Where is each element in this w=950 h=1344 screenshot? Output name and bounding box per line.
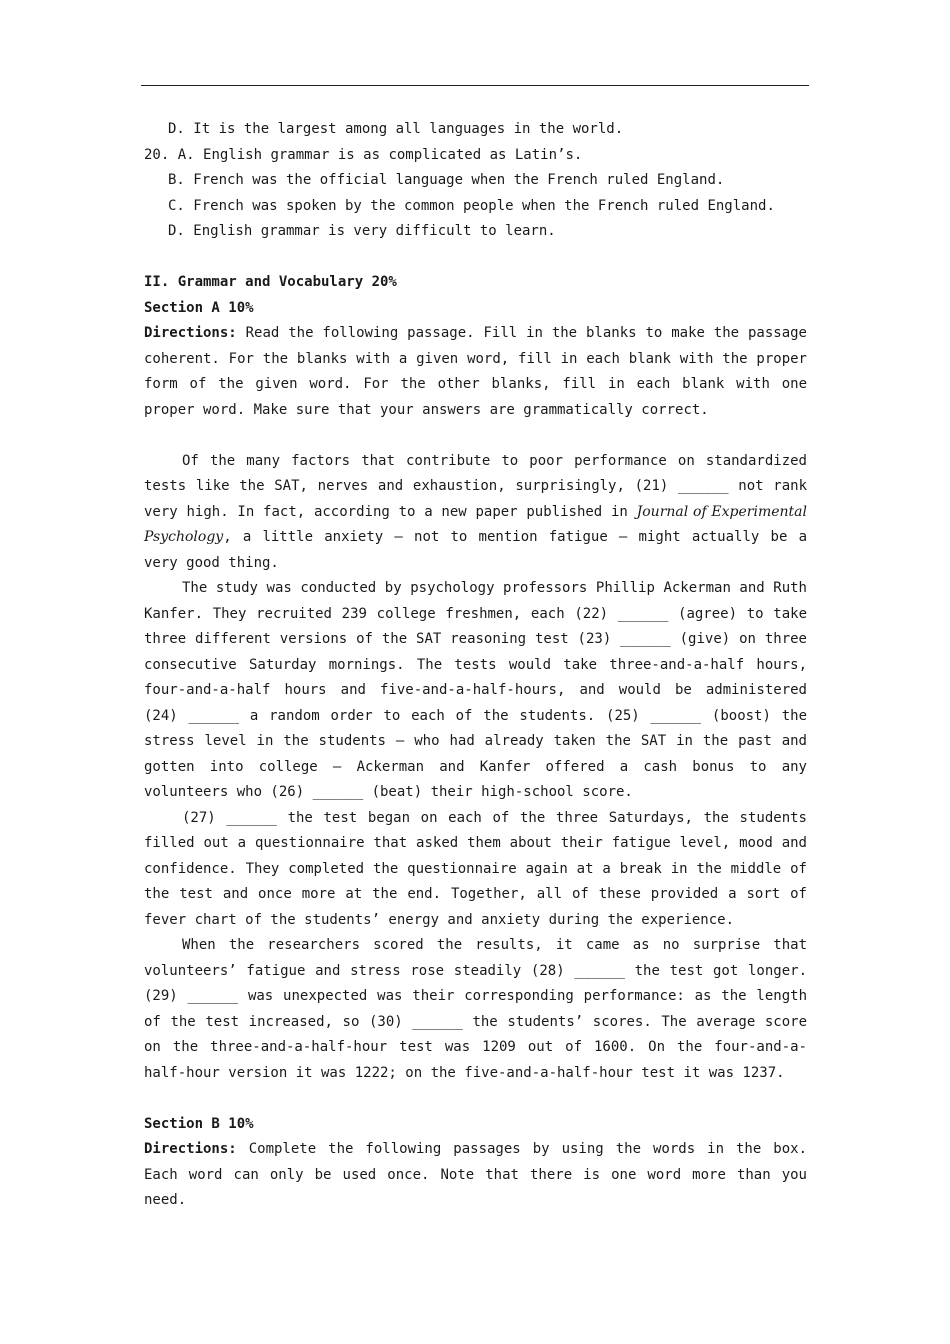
section-b-heading: Section B 10% [144, 1115, 254, 1132]
q20-number: 20. [144, 146, 170, 163]
q20-option-a-text: A. English grammar is as complicated as Latin’s. [177, 146, 583, 163]
directions-label: Directions: [144, 1141, 237, 1157]
spacer [144, 245, 807, 271]
spacer [144, 1086, 807, 1112]
q20-option-b: B. French was the official language when the French ruled England. [168, 172, 725, 188]
header-rule [141, 85, 809, 86]
passage-paragraph-4: When the researchers scored the results, it came as no surprise that volunteers’ fatigue and stress rose steadily (28) ______ the test got longer. (29) ______ was unexpected was their corresponding performance: as the length of the test increased, so (30) ______ the students’ scores. The average score on the three-and-a-half-hour test was 1209 out of 1600. On the four-and-a-half-hour version it was 1222; on the five-and-a-half-hour test it was 1237. [144, 937, 807, 1081]
directions-text: Read the following passage. Fill in the blanks to make the passage coherent. For the blanks with a given word, fill in each blank with the proper form of the given word. For the other blanks, fill in each blank with one proper word. Make sure that your answers are grammatically correct. [144, 325, 807, 418]
passage-paragraph-3: (27) ______ the test began on each of the three Saturdays, the students filled out a questionnaire that asked them about their fatigue level, mood and confidence. They completed the questionnaire again at a break in the middle of the test and once more at the end. Together, all of these provided a sort of fever chart of the students’ energy and anxiety during the experience. [144, 809, 807, 928]
passage-paragraph-1 [144, 449, 807, 577]
directions-text: Complete the following passages by using the words in the box. Each word can only be used once. Note that there is one word more than you need. [144, 1141, 807, 1208]
section-a-directions [144, 321, 807, 423]
spacer [144, 423, 807, 449]
section-a-heading: Section A 10% [144, 299, 254, 316]
page-content [144, 117, 807, 1214]
directions-label: Directions: [144, 325, 237, 341]
paragraph-text: , a little anxiety – not to mention fatigue – might actually be a very good thing. [144, 529, 807, 571]
section-b-directions [144, 1137, 807, 1214]
passage-paragraph-2: The study was conducted by psychology professors Phillip Ackerman and Ruth Kanfer. They recruited 239 college freshmen, each (22) ______ (agree) to take three different versions of the SAT reasoning test (23) ______ (give) on three consecutive Saturday mornings. The tests would take three-and-a-half hours, four-and-a-half hours and five-and-a-half-hours, and would be administered (24) ______ a random order to each of the students. (25) ______ (boost) the stress level in the students – who had already taken the SAT in the past and gotten into college – Ackerman and Kanfer offered a cash bonus to any volunteers who (26) ______ (beat) their high-school score. [144, 580, 807, 800]
paragraph-text: Of the many factors that contribute to poor performance on standardized tests like the SAT, nerves and exhaustion, surprisingly, (21) ______ not rank very high. In fact, according to a new paper published in [144, 452, 807, 520]
part2-heading: II. Grammar and Vocabulary 20% [144, 274, 397, 290]
q20-option-d: D. English grammar is very difficult to learn. [168, 223, 556, 239]
q19-option-d: D. It is the largest among all languages in the world. [168, 121, 624, 137]
journal-title: Journal of Experimental Psychology [144, 503, 807, 545]
q20-option-c: C. French was spoken by the common people when the French ruled England. [168, 197, 775, 214]
q20-option-a [144, 143, 807, 169]
